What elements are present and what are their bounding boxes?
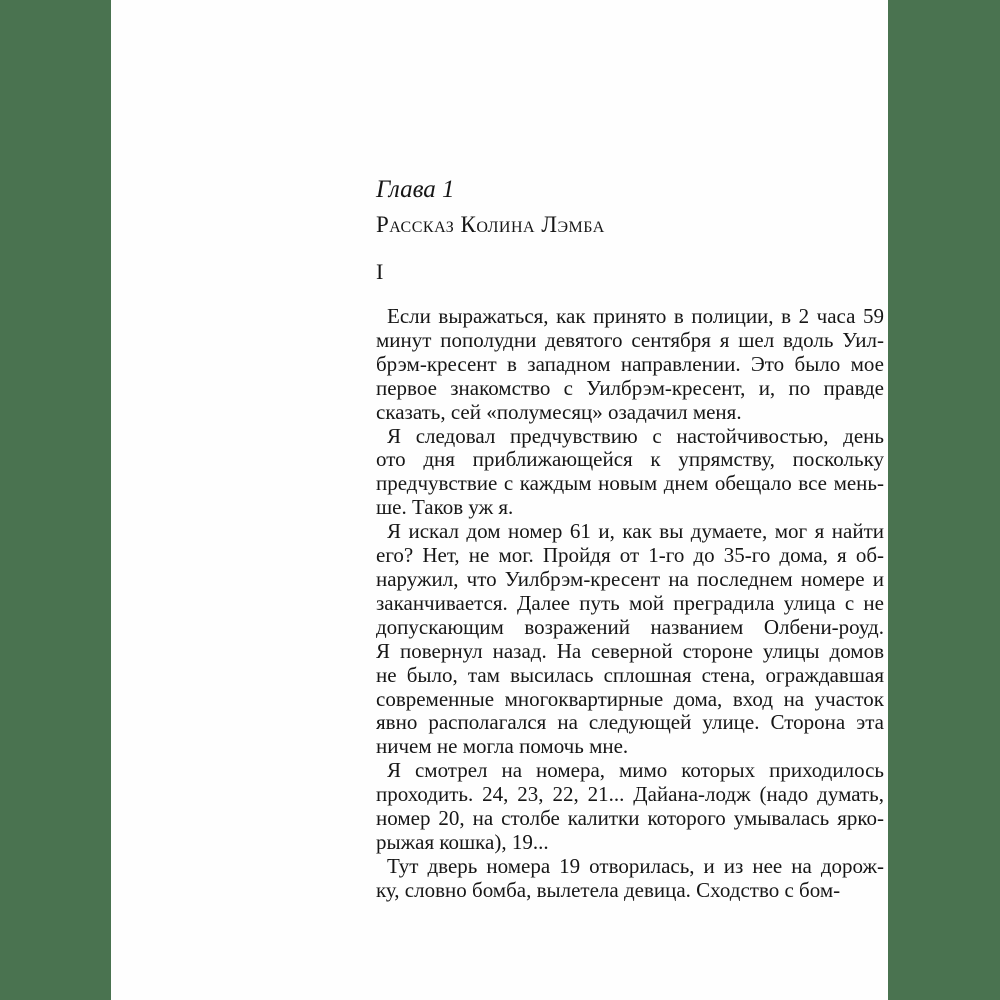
- text-line: Я следовал предчувствию с настойчивостью, день: [387, 423, 884, 448]
- body-text: [376, 305, 884, 903]
- text-line: номер 20, на столбе калитки которого умывалась ярко-: [376, 806, 884, 831]
- text-line: рыжая кошка), 19...: [376, 829, 549, 854]
- text-line: предчувствие с каждым новым днем обещало все мень-: [376, 471, 884, 496]
- text-line: ничем не могла помочь мне.: [376, 734, 629, 759]
- text-line: Я смотрел на номера, мимо которых приходилось: [387, 758, 884, 783]
- paragraph: [376, 855, 884, 903]
- chapter-title: Глава 1: [376, 176, 455, 203]
- text-line: Я искал дом номер 61 и, как вы думаете, мог я найти: [387, 519, 884, 544]
- text-line: современные многоквартирные дома, вход на участок: [376, 686, 884, 711]
- text-line: ше. Таков уж я.: [376, 495, 514, 520]
- chapter-subtitle: Рассказ Колина Лэмба: [376, 212, 605, 237]
- text-line: минут пополудни девятого сентября я шел вдоль Уил-: [376, 327, 884, 352]
- text-line: его? Нет, не мог. Пройдя от 1-го до 35-го дома, я об-: [376, 543, 884, 568]
- text-line: явно располагался на следующей улице. Сторона эта: [376, 710, 884, 735]
- text-line: ото дня приближающейся к упрямству, поскольку: [376, 447, 884, 472]
- book-page: [111, 0, 888, 1000]
- text-line: проходить. 24, 23, 22, 21... Дайана-лодж (надо думать,: [376, 782, 884, 807]
- text-line: не было, там высилась сплошная стена, ограждавшая: [376, 662, 884, 687]
- paragraph: [376, 305, 884, 425]
- text-line: Если выражаться, как принято в полиции, в 2 часа 59: [387, 304, 884, 328]
- text-line: сказать, сей «полумесяц» озадачил меня.: [376, 399, 742, 424]
- text-column: [376, 0, 884, 903]
- paragraph: [376, 425, 884, 521]
- paragraph: [376, 759, 884, 855]
- text-line: Я повернул назад. На северной стороне улицы домов: [376, 638, 884, 663]
- text-line: допускающим возражений названием Олбени-роуд.: [376, 614, 884, 639]
- text-line: первое знакомство с Уилбрэм-кресент, и, по правде: [376, 375, 884, 400]
- text-line: наружил, что Уилбрэм-кресент на последнем номере и: [376, 566, 884, 591]
- section-number: I: [376, 259, 384, 284]
- text-line: заканчивается. Далее путь мой преградила улица с не: [376, 590, 884, 615]
- text-line: ку, словно бомба, вылетела девица. Сходство с бом-: [376, 877, 841, 902]
- paragraph: [376, 520, 884, 759]
- text-line: Тут дверь номера 19 отворилась, и из нее на дорож-: [387, 853, 884, 878]
- text-line: брэм-кресент в западном направлении. Это было мое: [376, 351, 884, 376]
